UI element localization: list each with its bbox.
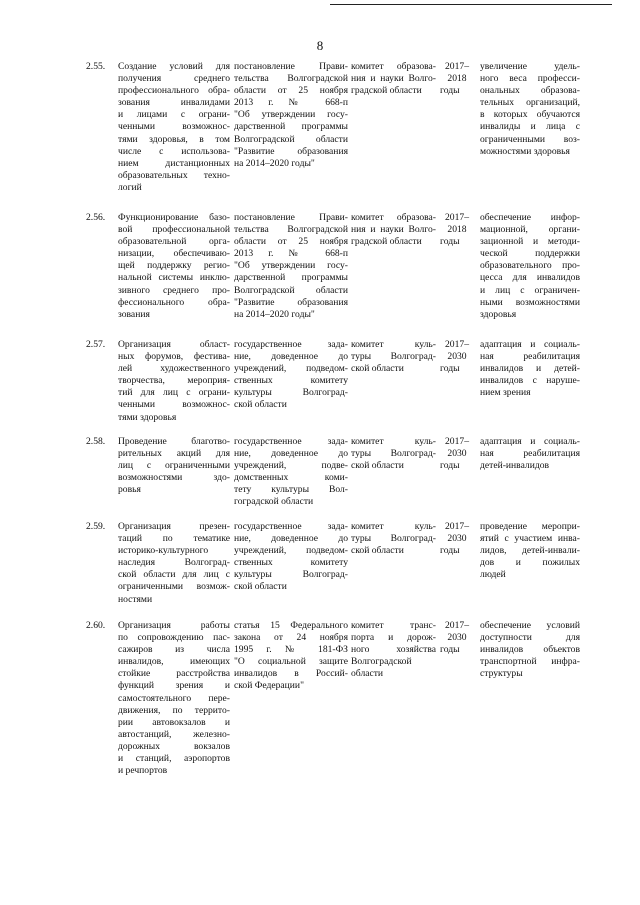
expected-result-line: ными возможностями: [480, 296, 580, 308]
expected-result-line: инвалидов с наруше-: [480, 375, 580, 387]
measure-name-line: по сопровождению пас-: [118, 632, 230, 644]
measure-name-cell: [118, 212, 230, 321]
measure-name-line: и лицами с ограни-: [118, 109, 230, 121]
measure-name-line: тями здоровья, в том: [118, 133, 230, 145]
expected-result-cell: [480, 436, 580, 472]
legal-basis-cell: [234, 212, 348, 321]
legal-basis-line: постановление Прави-: [234, 61, 348, 72]
measure-name-line: Проведение благотво-: [118, 436, 230, 447]
executor-line: туры Волгоград-: [351, 351, 436, 363]
legal-basis-cell: [234, 339, 348, 412]
executor-cell: [351, 212, 436, 248]
measure-name-line: низации, обеспечиваю-: [118, 248, 230, 260]
executor-line: комитет куль-: [351, 521, 436, 532]
executor-line: Волгоградской: [351, 656, 412, 668]
legal-basis-line: домственных коми-: [234, 472, 348, 484]
measure-name-line: тий для лиц с ограни-: [118, 387, 230, 399]
legal-basis-line: Волгоградской области: [234, 133, 348, 145]
expected-result-line: дов и пожилых: [480, 557, 580, 569]
legal-basis-line: на 2014–2020 годы": [234, 308, 315, 320]
legal-basis-line: 2013 г. № 668-п: [234, 248, 348, 260]
expected-result-cell: [480, 620, 580, 680]
measure-name-line: ных форумов, фестива-: [118, 351, 230, 363]
measure-name-line: зивного среднего про-: [118, 284, 230, 296]
measure-name-line: возможностями здо-: [118, 472, 230, 484]
header-rule: [330, 4, 612, 5]
row-number-cell: 2.58.: [86, 436, 106, 447]
measure-name-line: ской области для лиц с: [118, 569, 230, 581]
executor-line: ской области: [351, 460, 404, 472]
measure-name-line: самостоятельного пере-: [118, 692, 230, 704]
legal-basis-line: культуры Волгоград-: [234, 387, 348, 399]
expected-result-line: лидов, детей-инвали-: [480, 545, 580, 557]
term-line: годы: [440, 460, 460, 472]
legal-basis-line: постановление Прави-: [234, 212, 348, 223]
legal-basis-line: ние, доведенное до: [234, 351, 348, 363]
legal-basis-cell: [234, 436, 348, 509]
measure-name-line: рии автовокзалов и: [118, 716, 230, 728]
expected-result-line: зационной и методи-: [480, 236, 580, 248]
legal-basis-line: ской Федерации": [234, 680, 304, 692]
legal-basis-line: закона от 24 ноября: [234, 632, 348, 644]
measure-name-line: числе с использова-: [118, 145, 230, 157]
legal-basis-line: "Развитие образования: [234, 145, 348, 157]
expected-result-line: обеспечение инфор-: [480, 212, 580, 223]
executor-cell: [351, 521, 436, 557]
legal-basis-line: культуры Волгоград-: [234, 569, 348, 581]
term-line: 2017–: [445, 212, 469, 223]
expected-result-line: нием зрения: [480, 387, 531, 399]
measure-name-cell: [118, 61, 230, 194]
measure-name-line: и речпортов: [118, 765, 168, 777]
legal-basis-line: 1995 г. № 181-ФЗ: [234, 644, 348, 656]
term-cell: [440, 61, 474, 97]
term-line: годы: [440, 85, 460, 97]
term-cell: [440, 212, 474, 248]
executor-line: комитет куль-: [351, 339, 436, 350]
executor-cell: [351, 61, 436, 97]
executor-cell: [351, 339, 436, 375]
measure-name-line: наследия Волгоград-: [118, 557, 230, 569]
expected-result-line: обеспечение условий: [480, 620, 580, 631]
executor-line: ния и науки Волго-: [351, 73, 436, 85]
legal-basis-line: "Об утверждении госу-: [234, 260, 348, 272]
expected-result-line: ческой поддержки: [480, 248, 580, 260]
expected-result-line: адаптация и социаль-: [480, 436, 580, 447]
measure-name-line: ограниченными возмож-: [118, 581, 230, 593]
legal-basis-cell: [234, 620, 348, 693]
measure-name-line: ченными возможнос-: [118, 399, 230, 411]
term-line: 2017–: [445, 436, 469, 447]
measure-name-line: ностями: [118, 593, 153, 605]
measure-name-line: инвалидов, имеющих: [118, 656, 230, 668]
measure-name-line: зования: [118, 308, 150, 320]
measure-name-line: рительных акций для: [118, 448, 230, 460]
legal-basis-line: дарственной программы: [234, 121, 348, 133]
expected-result-line: структуры: [480, 668, 523, 680]
executor-cell: [351, 620, 436, 680]
legal-basis-line: учреждений, подведом-: [234, 363, 348, 375]
legal-basis-line: государственное зада-: [234, 339, 348, 350]
measure-name-line: творчества, мероприя-: [118, 375, 230, 387]
legal-basis-line: ственных комитету: [234, 375, 348, 387]
expected-result-line: детей-инвалидов: [480, 460, 550, 472]
executor-line: комитет транс-: [351, 620, 436, 631]
measure-name-line: ровья: [118, 484, 141, 496]
executor-line: туры Волгоград-: [351, 533, 436, 545]
term-line: 2017–: [445, 61, 469, 72]
executor-line: ния и науки Волго-: [351, 224, 436, 236]
term-line: годы: [440, 363, 460, 375]
measure-name-line: движения, по террито-: [118, 704, 230, 716]
expected-result-line: ная реабилитация: [480, 351, 580, 363]
executor-line: ской области: [351, 363, 404, 375]
legal-basis-line: инвалидов в Россий-: [234, 668, 348, 680]
measure-name-line: щей поддержку регио-: [118, 260, 230, 272]
term-line: 2030: [447, 632, 467, 644]
expected-result-line: инвалидов объектов: [480, 644, 580, 656]
measure-name-line: зования инвалидами: [118, 97, 230, 109]
legal-basis-line: тельства Волгоградской: [234, 73, 348, 85]
row-number-cell: 2.56.: [86, 212, 106, 223]
measure-name-line: образовательной орга-: [118, 236, 230, 248]
measure-name-line: Организация област-: [118, 339, 230, 350]
term-line: годы: [440, 236, 460, 248]
executor-line: ской области: [351, 545, 404, 557]
legal-basis-line: на 2014–2020 годы": [234, 157, 315, 169]
expected-result-line: доступности для: [480, 632, 580, 644]
executor-line: градской области: [351, 85, 422, 97]
measure-name-line: дорожных вокзалов: [118, 740, 230, 752]
legal-basis-line: "Развитие образования: [234, 296, 348, 308]
legal-basis-line: учреждений, подве-: [234, 460, 348, 472]
expected-result-cell: [480, 339, 580, 399]
executor-line: градской области: [351, 236, 422, 248]
expected-result-line: тельных организаций,: [480, 97, 580, 109]
measure-name-line: образовательных техно-: [118, 169, 230, 181]
legal-basis-line: тету культуры Вол-: [234, 484, 348, 496]
legal-basis-line: ской области: [234, 399, 287, 411]
expected-result-line: инвалидов и детей-: [480, 363, 580, 375]
executor-cell: [351, 436, 436, 472]
expected-result-line: и лиц с ограничен-: [480, 284, 580, 296]
term-cell: [440, 436, 474, 472]
expected-result-line: увеличение удель-: [480, 61, 580, 72]
expected-result-line: цесса для инвалидов: [480, 272, 580, 284]
term-line: 2030: [447, 351, 467, 363]
legal-basis-cell: [234, 521, 348, 594]
executor-line: области: [351, 668, 384, 680]
term-line: годы: [440, 545, 460, 557]
legal-basis-line: ние, доведенное до: [234, 448, 348, 460]
measure-name-line: сажиров из числа: [118, 644, 230, 656]
legal-basis-line: Волгоградской области: [234, 284, 348, 296]
row-number-cell: 2.60.: [86, 620, 106, 631]
measure-name-line: таций по тематике: [118, 533, 230, 545]
executor-line: комитет куль-: [351, 436, 436, 447]
measure-name-line: нием дистанционных: [118, 157, 230, 169]
row-number-cell: 2.55.: [86, 61, 106, 72]
legal-basis-cell: [234, 61, 348, 170]
term-line: годы: [440, 644, 460, 656]
term-line: 2030: [447, 533, 467, 545]
measure-name-line: лей художественного: [118, 363, 230, 375]
term-line: 2017–: [445, 620, 469, 631]
legal-basis-line: дарственной программы: [234, 272, 348, 284]
expected-result-line: здоровья: [480, 308, 517, 320]
page-number: 8: [316, 38, 324, 53]
expected-result-line: людей: [480, 569, 506, 581]
measure-name-cell: [118, 436, 230, 496]
expected-result-line: проведение меропри-: [480, 521, 580, 532]
measure-name-line: Функционирование базо-: [118, 212, 230, 223]
expected-result-line: можностями здоровья: [480, 145, 570, 157]
executor-line: ного хозяйства: [351, 644, 436, 656]
expected-result-line: ная реабилитация: [480, 448, 580, 460]
executor-line: комитет образова-: [351, 61, 436, 72]
term-cell: [440, 521, 474, 557]
legal-basis-line: "Об утверждении госу-: [234, 109, 348, 121]
expected-result-cell: [480, 521, 580, 581]
measure-name-line: стойкие расстройства: [118, 668, 230, 680]
term-cell: [440, 339, 474, 375]
executor-line: порта и дорож-: [351, 632, 436, 644]
executor-line: комитет образова-: [351, 212, 436, 223]
legal-basis-line: ственных комитету: [234, 557, 348, 569]
legal-basis-line: "О социальной защите: [234, 656, 348, 668]
legal-basis-line: области от 25 ноября: [234, 85, 348, 97]
row-number-cell: 2.57.: [86, 339, 106, 350]
measure-name-line: лиц с ограниченными: [118, 460, 230, 472]
expected-result-line: в которых обучаются: [480, 109, 580, 121]
measure-name-line: получения среднего: [118, 73, 230, 85]
measure-name-line: Создание условий для: [118, 61, 230, 72]
term-line: 2018: [447, 224, 467, 236]
expected-result-line: образовательного про-: [480, 260, 580, 272]
expected-result-line: ограниченными воз-: [480, 133, 580, 145]
legal-basis-line: государственное зада-: [234, 436, 348, 447]
measure-name-line: и станций, аэропортов: [118, 753, 230, 765]
expected-result-line: адаптация и социаль-: [480, 339, 580, 350]
legal-basis-line: государственное зада-: [234, 521, 348, 532]
measure-name-line: вой профессиональной: [118, 224, 230, 236]
expected-result-line: инвалиды и лица с: [480, 121, 580, 133]
legal-basis-line: гоградской области: [234, 496, 314, 508]
measure-name-line: Организация презен-: [118, 521, 230, 532]
expected-result-cell: [480, 212, 580, 321]
legal-basis-line: учреждений, подведом-: [234, 545, 348, 557]
legal-basis-line: тельства Волгоградской: [234, 224, 348, 236]
legal-basis-line: 2013 г. № 668-п: [234, 97, 348, 109]
term-line: 2030: [447, 448, 467, 460]
legal-basis-line: ской области: [234, 581, 287, 593]
term-line: 2017–: [445, 339, 469, 350]
measure-name-line: тями здоровья: [118, 411, 177, 423]
expected-result-line: мационной, органи-: [480, 224, 580, 236]
measure-name-cell: [118, 521, 230, 606]
measure-name-line: профессионального обра-: [118, 85, 230, 97]
row-number-cell: 2.59.: [86, 521, 106, 532]
expected-result-line: транспортной инфра-: [480, 656, 580, 668]
term-cell: [440, 620, 474, 656]
expected-result-line: ональных образова-: [480, 85, 580, 97]
expected-result-line: ятий с участием инва-: [480, 533, 580, 545]
measure-name-cell: [118, 339, 230, 424]
expected-result-cell: [480, 61, 580, 158]
measure-name-line: логий: [118, 181, 142, 193]
term-line: 2018: [447, 73, 467, 85]
measure-name-line: автостанций, железно-: [118, 728, 230, 740]
measure-name-line: фессионального обра-: [118, 296, 230, 308]
measure-name-line: историко-культурного: [118, 545, 209, 557]
measure-name-cell: [118, 620, 230, 777]
measure-name-line: Организация работы: [118, 620, 230, 631]
legal-basis-line: области от 25 ноября: [234, 236, 348, 248]
legal-basis-line: статья 15 Федерального: [234, 620, 348, 631]
measure-name-line: нальной системы инклю-: [118, 272, 230, 284]
executor-line: туры Волгоград-: [351, 448, 436, 460]
expected-result-line: ного веса професси-: [480, 73, 580, 85]
legal-basis-line: ние, доведенное до: [234, 533, 348, 545]
measure-name-line: ченными возможнос-: [118, 121, 230, 133]
term-line: 2017–: [445, 521, 469, 532]
measure-name-line: функций зрения и: [118, 680, 230, 692]
